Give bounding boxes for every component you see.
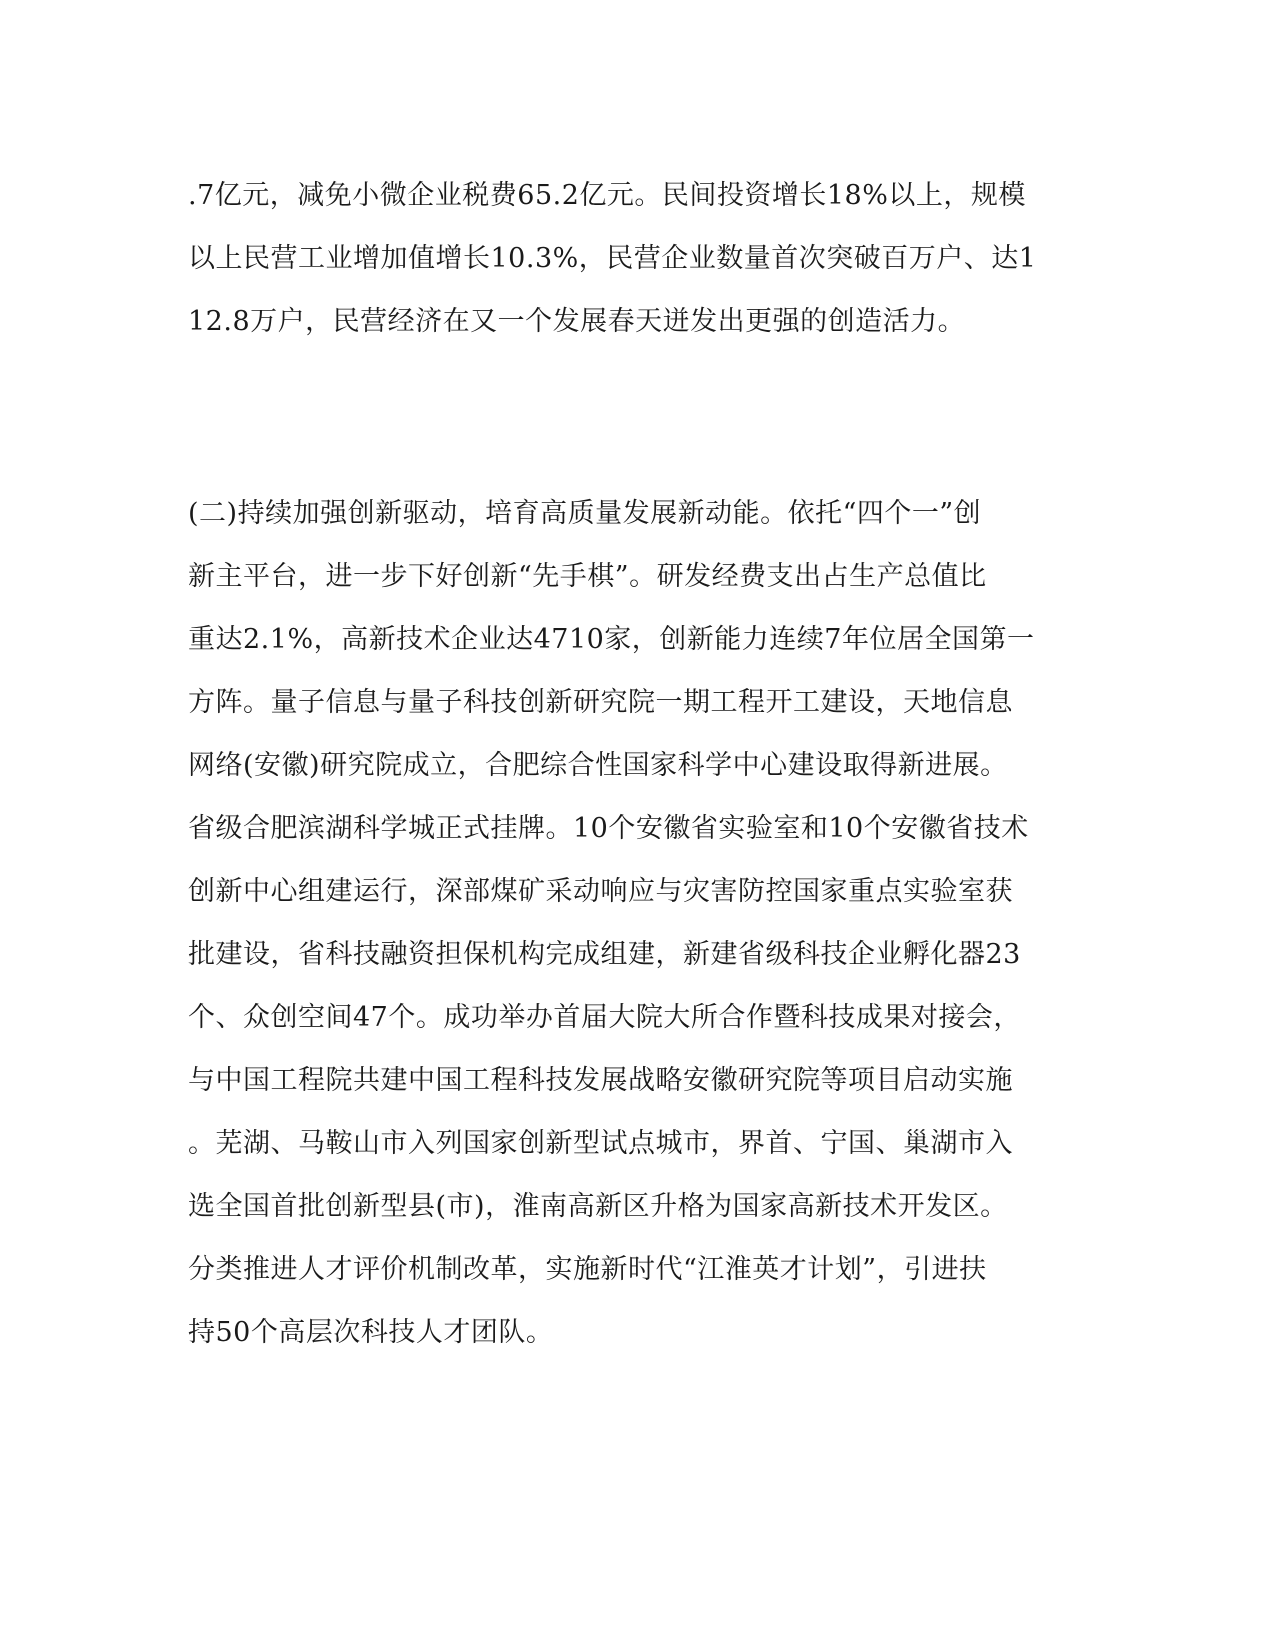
text-line: 选全国首批创新型县(市)，淮南高新区升格为国家高新技术开发区。: [188, 1191, 1008, 1222]
text-line: 方阵。量子信息与量子科技创新研究院一期工程开工建设，天地信息: [188, 687, 1013, 718]
text-line: 新主平台，进一步下好创新“先手棋”。研发经费支出占生产总值比: [188, 561, 987, 592]
text-line: 重达2.1%，高新技术企业达4710家，创新能力连续7年位居全国第一: [188, 624, 1035, 655]
text-line: 持50个高层次科技人才团队。: [188, 1317, 554, 1348]
text-line: 与中国工程院共建中国工程科技发展战略安徽研究院等项目启动实施: [188, 1065, 1013, 1096]
paragraph-innovation: [188, 482, 1035, 1364]
text-line: (二)持续加强创新驱动，培育高质量发展新动能。依托“四个一”创: [188, 498, 982, 529]
paragraph-private-economy: [188, 164, 1037, 353]
text-line: 以上民营工业增加值增长10.3%，民营企业数量首次突破百万户、达1: [188, 243, 1037, 274]
text-line: .7亿元，减免小微企业税费65.2亿元。民间投资增长18%以上，规模: [188, 180, 1026, 211]
text-line: 分类推进人才评价机制改革，实施新时代“江淮英才计划”，引进扶: [188, 1254, 987, 1285]
text-line: 省级合肥滨湖科学城正式挂牌。10个安徽省实验室和10个安徽省技术: [188, 813, 1029, 844]
text-line: 12.8万户，民营经济在又一个发展春天迸发出更强的创造活力。: [188, 306, 966, 337]
text-line: 批建设，省科技融资担保机构完成组建，新建省级科技企业孵化器23: [188, 939, 1021, 970]
text-line: 网络(安徽)研究院成立，合肥综合性国家科学中心建设取得新进展。: [188, 750, 1008, 781]
text-line: 个、众创空间47个。成功举办首届大院大所合作暨科技成果对接会，: [188, 1002, 1021, 1033]
text-line: 创新中心组建运行，深部煤矿采动响应与灾害防控国家重点实验室获: [188, 876, 1013, 907]
text-line: 。芜湖、马鞍山市入列国家创新型试点城市，界首、宁国、巢湖市入: [188, 1128, 1013, 1159]
